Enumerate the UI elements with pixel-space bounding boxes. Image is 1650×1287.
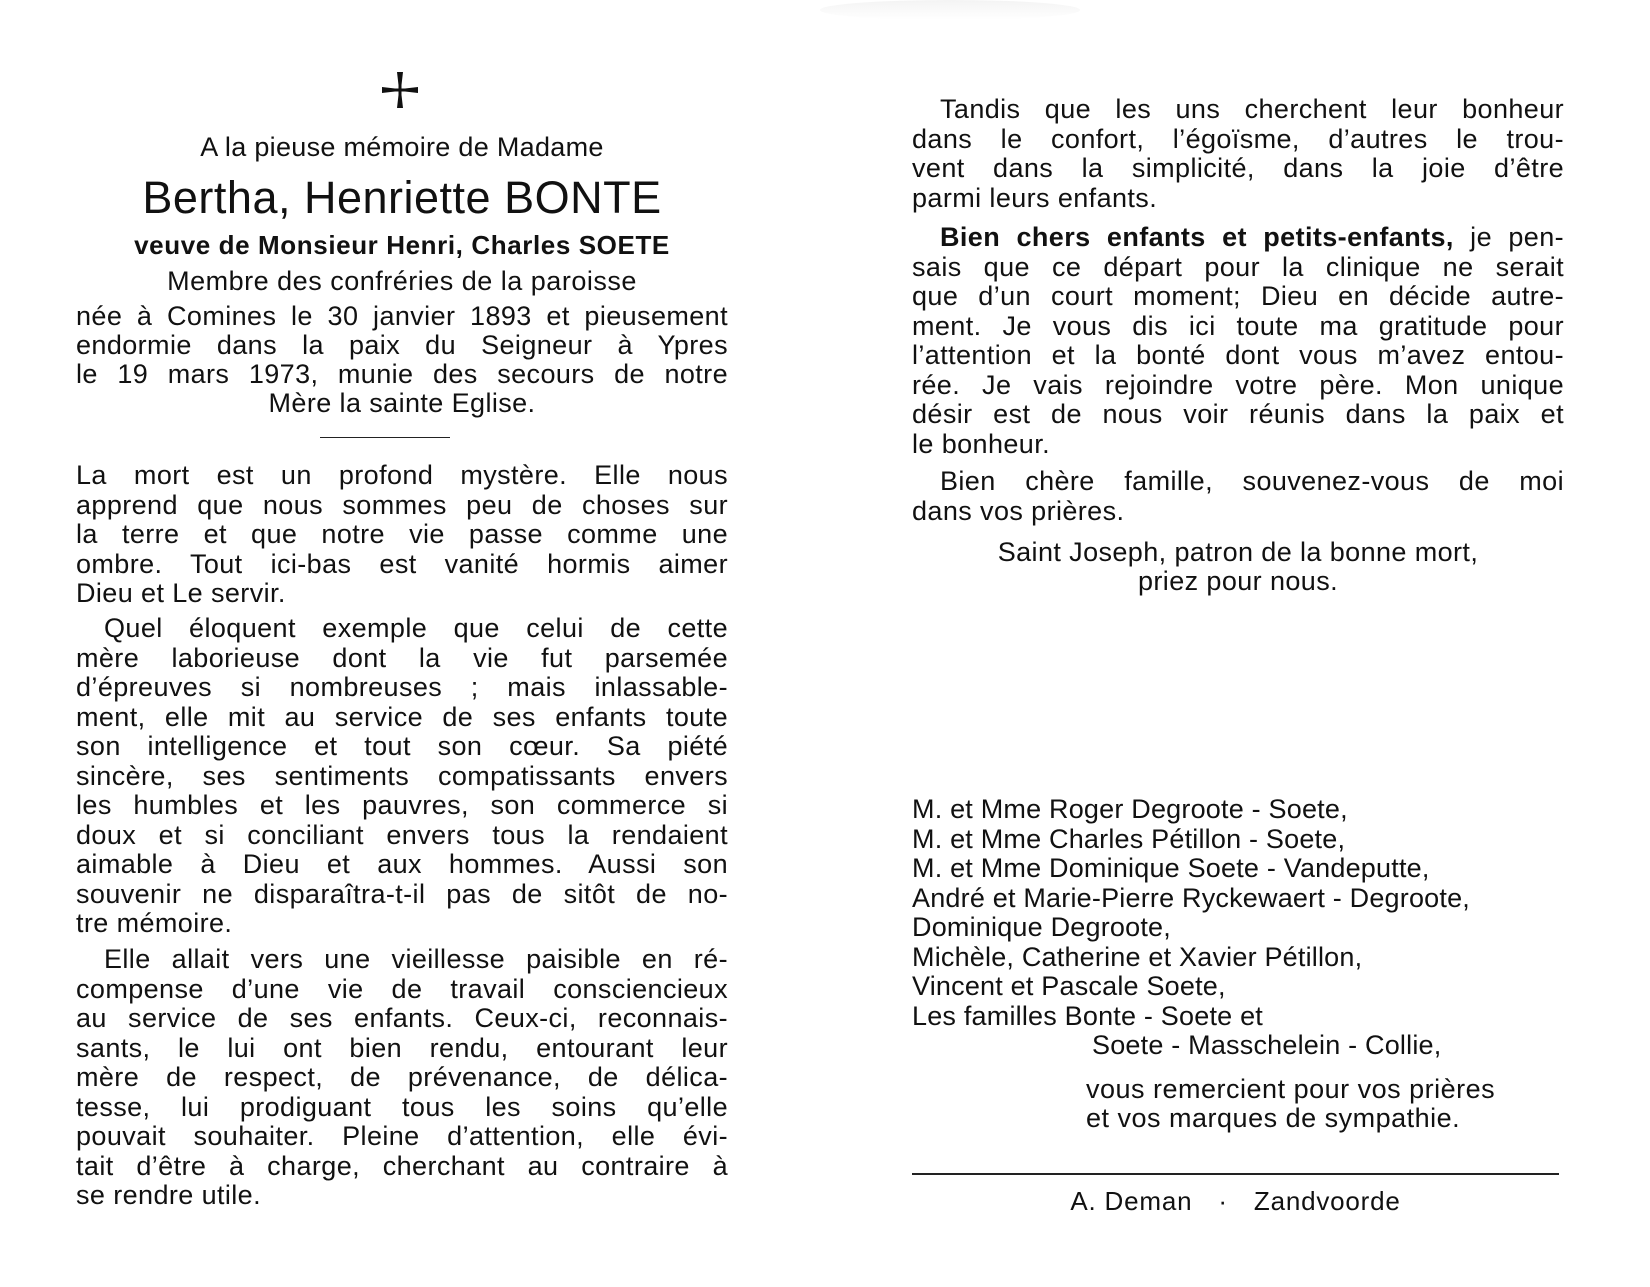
text-line: souvenir ne disparaîtra-t-il pas de sitôt de no- [76, 878, 728, 909]
saint-joseph-prayer [912, 538, 1564, 596]
footer-rule [912, 1173, 1559, 1175]
farewell-first-rest: je pen- [1453, 222, 1564, 252]
text-line: tre mémoire. [76, 908, 233, 938]
text-line: le bonheur. [912, 428, 1051, 459]
deceased-name: Bertha, Henriette BONTE [142, 172, 662, 223]
text-line: dans vos prières. [912, 495, 1125, 526]
text-line [912, 223, 1564, 253]
text-line: aimable à Dieu et aux hommes. Aussi son [76, 849, 728, 879]
memorial-intro: A la pieuse mémoire de Madame [200, 132, 604, 162]
text-line: apprend que nous sommes peu de choses sur [76, 489, 728, 520]
text-line: Bien chère famille, souvenez-vous de moi [940, 466, 1564, 496]
paragraph-farewell [912, 223, 1564, 459]
text-line: dans le confort, l’égoïsme, d’autres le trou- [912, 123, 1564, 154]
text-line: la terre et que notre vie passe comme une [76, 519, 728, 549]
paragraph-family-prayers [912, 467, 1564, 526]
printer-separator: · [1218, 1186, 1228, 1216]
paragraph-example [76, 614, 728, 939]
farewell-salutation: Bien chers enfants et petits-enfants, [940, 222, 1454, 252]
paragraph-old-age [76, 945, 728, 1211]
printer-place: Zandvoorde [1253, 1186, 1401, 1216]
text-line: sincère, ses sentiments compatissants envers [76, 760, 728, 791]
separator-rule [320, 437, 450, 438]
dates-line: endormie dans la paix du Seigneur à Ypres [76, 330, 728, 360]
text-line: les humbles et les pauvres, son commerce si [76, 790, 728, 820]
printer-name: A. Deman [1070, 1186, 1193, 1216]
text-line: que d’un court moment; Dieu en décide autre- [912, 281, 1564, 311]
family-member: Michèle, Catherine et Xavier Pétillon, [912, 941, 1363, 972]
family-member: Les familles Bonte - Soete et [912, 1000, 1263, 1031]
membership: Membre des confréries de la paroisse [167, 266, 637, 296]
dates-line: née à Comines le 30 janvier 1893 et pieusement [76, 301, 728, 331]
text-line: rée. Je vais rejoindre votre père. Mon unique [912, 369, 1564, 400]
thanks-note [1086, 1075, 1495, 1133]
text-line: ment, elle mit au service de ses enfants toute [76, 701, 728, 732]
text-line: mère de respect, de prévenance, de délica- [76, 1062, 728, 1092]
cross-pattee-icon [380, 70, 420, 110]
paragraph-mystery [76, 461, 728, 609]
text-line: doux et si conciliant envers tous la rendaient [76, 819, 728, 850]
family-member: André et Marie-Pierre Ryckewaert - Degroote, [912, 882, 1471, 913]
text-line: d’épreuves si nombreuses ; mais inlassable- [76, 672, 728, 702]
thanks-line: et vos marques de sympathie. [1086, 1103, 1461, 1133]
dates-line: Mère la sainte Eglise. [268, 388, 536, 418]
text-line: La mort est un profond mystère. Elle nous [76, 460, 728, 490]
dates-line: le 19 mars 1973, munie des secours de notre [76, 359, 728, 389]
text-line: Dieu et Le servir. [76, 578, 286, 608]
family-member: Dominique Degroote, [912, 912, 1171, 942]
text-line: vent dans la simplicité, dans la joie d’être [912, 153, 1564, 183]
text-line: pouvait souhaiter. Pleine d’attention, elle évi- [76, 1121, 728, 1151]
family-list [912, 795, 1564, 1061]
text-line: sants, le lui ont bien rendu, entourant leur [76, 1032, 728, 1063]
family-member: M. et Mme Charles Pétillon - Soete, [912, 823, 1346, 854]
text-line: ombre. Tout ici-bas est vanité hormis aimer [76, 548, 728, 579]
paper-smudge [820, 0, 1080, 20]
text-line: Quel éloquent exemple que celui de cette [104, 613, 728, 643]
text-line: son intelligence et tout son cœur. Sa piété [76, 731, 728, 761]
paragraph-happiness [912, 95, 1564, 213]
text-line: ment. Je vous dis ici toute ma gratitude pour [912, 310, 1564, 341]
thanks-line: vous remercient pour vos prières [1086, 1074, 1496, 1104]
prayer-line: Saint Joseph, patron de la bonne mort, [997, 537, 1479, 567]
text-line: compense d’une vie de travail consciencieux [76, 973, 728, 1004]
family-member: M. et Mme Dominique Soete - Vandeputte, [912, 853, 1430, 883]
printer-credit [912, 1186, 1559, 1217]
text-line: parmi leurs enfants. [912, 182, 1158, 213]
widow-of: veuve de Monsieur Henri, Charles SOETE [134, 230, 670, 260]
family-member: M. et Mme Roger Degroote - Soete, [912, 794, 1348, 824]
text-line: tesse, lui prodiguant tous les soins qu’elle [76, 1091, 728, 1122]
text-line: au service de ses enfants. Ceux-ci, reconnais- [76, 1003, 728, 1033]
text-line: se rendre utile. [76, 1180, 261, 1210]
text-line: sais que ce départ pour la clinique ne serait [912, 251, 1564, 282]
text-line: mère laborieuse dont la vie fut parsemée [76, 642, 728, 673]
text-line: Tandis que les uns cherchent leur bonheur [940, 94, 1564, 124]
family-member: Vincent et Pascale Soete, [912, 971, 1226, 1001]
prayer-line: priez pour nous. [1137, 566, 1338, 596]
text-line: désir est de nous voir réunis dans la paix et [912, 399, 1564, 429]
text-line: l’attention et la bonté dont vous m’avez entou- [912, 340, 1564, 370]
text-line: tait d’être à charge, cherchant au contraire à [76, 1150, 728, 1181]
text-line: Elle allait vers une vieillesse paisible en ré- [104, 944, 728, 974]
family-member-continuation: Soete - Masschelein - Collie, [1092, 1030, 1442, 1060]
birth-death-dates [76, 302, 728, 418]
